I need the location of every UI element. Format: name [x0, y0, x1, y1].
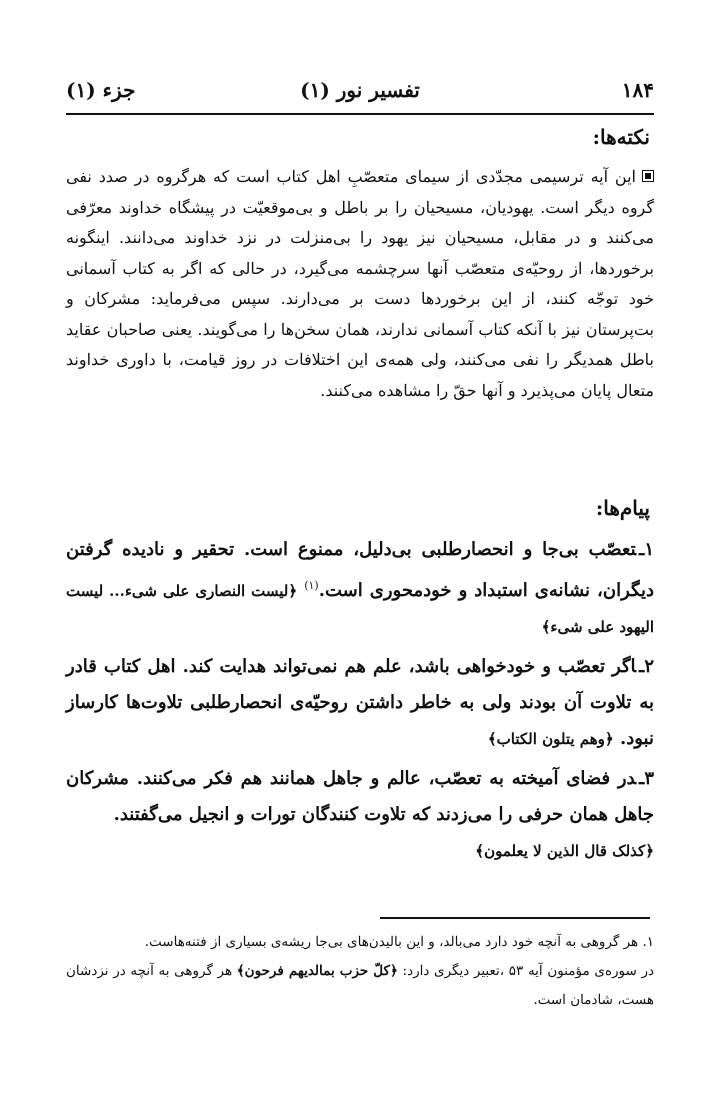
messages-list — [66, 532, 654, 873]
footnote-rule — [380, 917, 650, 919]
message-item — [66, 532, 654, 645]
message-text: تعصّب بی‌جا و انحصارطلبی بی‌دلیل، ممنوع است. تحقیر و نادیده گرفتن دیگران، نشانه‌ی استبداد و خودمحوری است. — [66, 539, 654, 601]
footnote-text: هر گروهی به آنچه در نزدشان هست، شادمان است. — [66, 963, 654, 1008]
message-text: در فضای آمیخته به تعصّب، عالم و جاهل همانند هم فکر می‌کنند. مشرکان جاهل همان حرفی را می‌زدند که تلاوت کنندگان تورات و انجیل می‌گفتند. — [66, 768, 654, 825]
footnote-quote: ﴿کلّ حزب بمالدیهم فرحون﴾ — [236, 963, 398, 979]
message-number: ۳ـ — [639, 768, 654, 789]
quran-quote: ﴿لیست النصاری علی شیء... لیست الیهود علی شیء﴾ — [66, 582, 654, 636]
message-number: ۲ـ — [639, 656, 654, 677]
quran-quote: ﴿کذلک قال الذین لا یعلمون﴾ — [475, 842, 654, 860]
footnote-text: در سوره‌ی مؤمنون آیه ۵۳ ،تعبیر دیگری دارد: — [402, 963, 654, 979]
header-rule — [66, 113, 654, 115]
message-item — [66, 649, 654, 757]
page-header — [66, 70, 654, 110]
note-paragraph — [66, 162, 654, 406]
message-text: اگر تعصّب و خودخواهی باشد، علم هم نمی‌تواند هدایت کند. اهل کتاب قادر به تلاوت آن بودند ولی به خاطر داشتن روحیّه‌ی انحصارطلبی تلاوت‌ها کارساز نبود. — [66, 656, 654, 749]
notes-heading: نکته‌ها: — [592, 125, 650, 149]
messages-heading: پیام‌ها: — [595, 496, 650, 520]
part-label: جزء (۱) — [66, 78, 136, 102]
quran-quote: ﴿وهم یتلون الکتاب﴾ — [487, 730, 614, 748]
square-bullet-icon — [642, 170, 654, 182]
book-title: تفسیر نور (۱) — [300, 78, 420, 102]
note-text: این آیه ترسیمی مجدّدی از سیمای متعصّبِ اهل کتاب است که هرگروه در صدد نفی گروه دیگر است. یهودیان، مسیحیان را بر باطل و بی‌موقعیّت در پیشگاه خداوند معرّفی می‌کنند و در مقابل، مسیحیان نیز یهود را بی‌منزلت در نزد خداوند می‌دانند. اینگونه برخوردها، از روحیّه‌ی متعصّب آنها سرچشمه می‌گیرد، در حالی که اگر به کتاب آسمانی خود توجّه کنند، از این برخوردها دست بر می‌دارند. سپس می‌فرماید: مشرکان و بت‌پرستان نیز با آنکه کتاب آسمانی ندارند، همان سخن‌ها را می‌گویند. یعنی صاحبان عقاید باطل همدیگر را نفی می‌کنند، ولی همه‌ی این اختلافات در روز قیامت، با داوری خداوند متعال پایان می‌پذیرد و آنها حقّ را مشاهده می‌کنند. — [66, 167, 654, 400]
message-item — [66, 761, 654, 869]
footnote-line: ۱. هر گروهی به آنچه خود دارد می‌بالد، و این بالیدن‌های بی‌جا ریشه‌ی بسیاری از فتنه‌هاست. — [144, 934, 654, 950]
footnote-line — [66, 957, 654, 1015]
footnotes — [66, 928, 654, 1015]
page-number: ۱۸۴ — [621, 78, 654, 102]
footnote-ref: (۱) — [304, 579, 319, 592]
message-number: ۱ـ — [639, 539, 654, 560]
